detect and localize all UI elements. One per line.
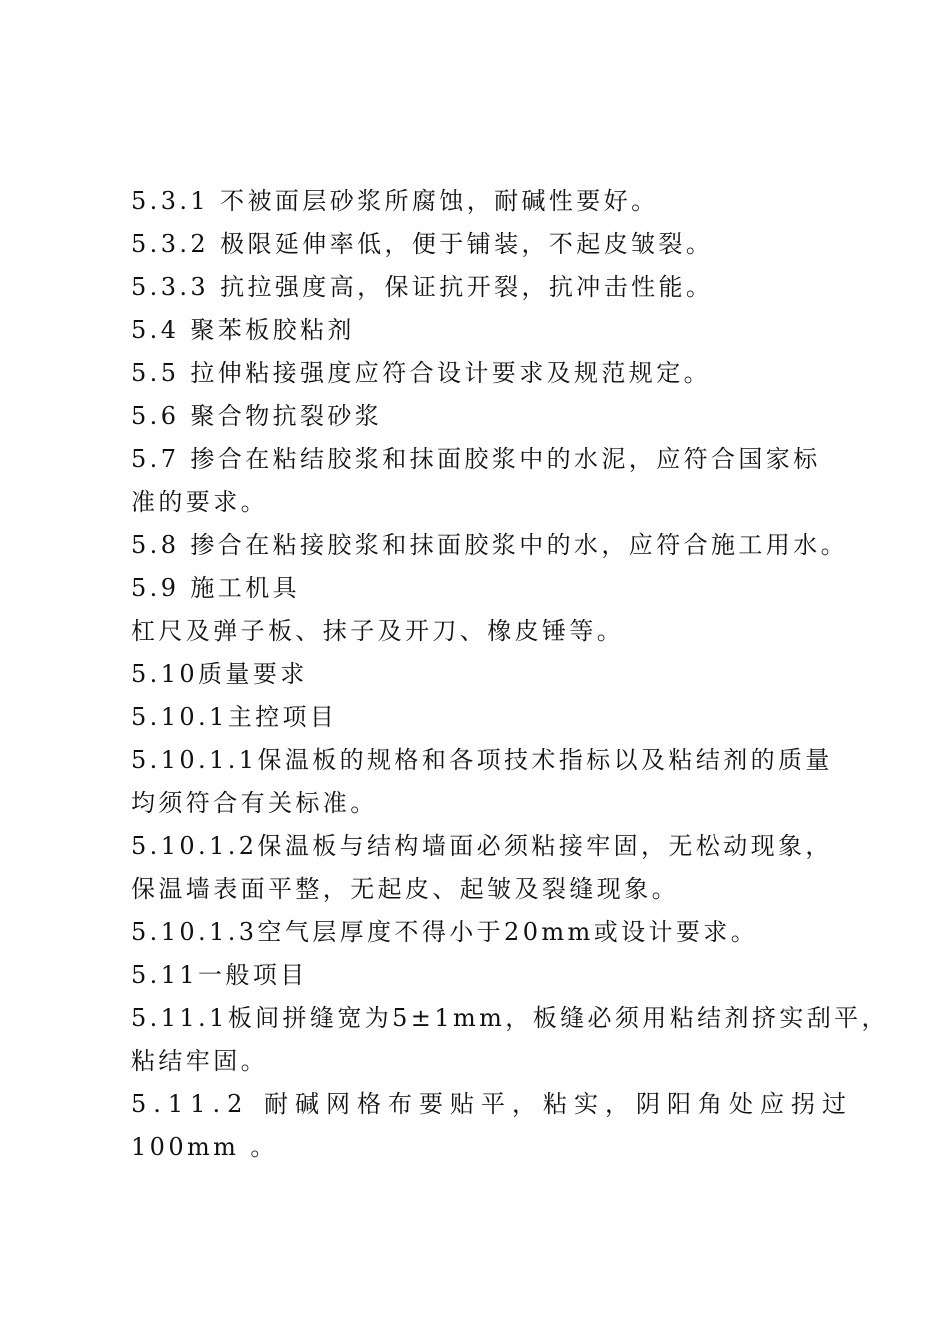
text-line-5-10-1-1: 5.10.1.1保温板的规格和各项技术指标以及粘结剂的质量 — [131, 746, 833, 774]
text-line-5-3-2: 5.3.2 极限延伸率低，便于铺装，不起皮皱裂。 — [131, 230, 714, 258]
text-line-5-7: 5.7 掺合在粘结胶浆和抹面胶浆中的水泥，应符合国家标 — [131, 445, 821, 473]
section-heading-5-9: 5.9 施工机具 — [131, 574, 300, 602]
text-line-5-10-1-1-cont: 均须符合有关标准。 — [131, 789, 378, 817]
text-line-5-8: 5.8 掺合在粘接胶浆和抹面胶浆中的水，应符合施工用水。 — [131, 531, 848, 559]
text-line-5-3-3: 5.3.3 抗拉强度高，保证抗开裂，抗冲击性能。 — [131, 273, 714, 301]
section-heading-5-6: 5.6 聚合物抗裂砂浆 — [131, 402, 383, 430]
text-line-5-11-1-cont: 粘结牢固。 — [131, 1047, 268, 1075]
section-heading-5-10-1: 5.10.1主控项目 — [131, 703, 338, 731]
section-heading-5-11: 5.11一般项目 — [131, 961, 308, 989]
text-line-tools: 杠尺及弹子板、抹子及开刀、橡皮锤等。 — [131, 617, 625, 645]
section-heading-5-4: 5.4 聚苯板胶粘剂 — [131, 316, 355, 344]
section-heading-5-10: 5.10质量要求 — [131, 660, 308, 688]
text-line-5-10-1-2: 5.10.1.2保温板与结构墙面必须粘接牢固，无松动现象， — [131, 832, 833, 860]
text-line-5-10-1-2-cont: 保温墙表面平整，无起皮、起皱及裂缝现象。 — [131, 875, 679, 903]
text-line-5-5: 5.5 拉伸粘接强度应符合设计要求及规范规定。 — [131, 359, 711, 387]
text-line-5-11-1: 5.11.1板间拼缝宽为5±1mm，板缝必须用粘结剂挤实刮平， — [131, 1004, 889, 1032]
text-line-5-7-cont: 准的要求。 — [131, 488, 268, 516]
document-body — [131, 180, 889, 1169]
text-line-5-11-2: 5.11.2 耐碱网格布要贴平，粘实，阴阳角处应拐过 — [131, 1090, 853, 1118]
text-line-5-10-1-3: 5.10.1.3空气层厚度不得小于20mm或设计要求。 — [131, 918, 759, 946]
text-line-5-11-2-cont: 100mm 。 — [131, 1133, 278, 1161]
text-line-5-3-1: 5.3.1 不被面层砂浆所腐蚀，耐碱性要好。 — [131, 187, 659, 215]
